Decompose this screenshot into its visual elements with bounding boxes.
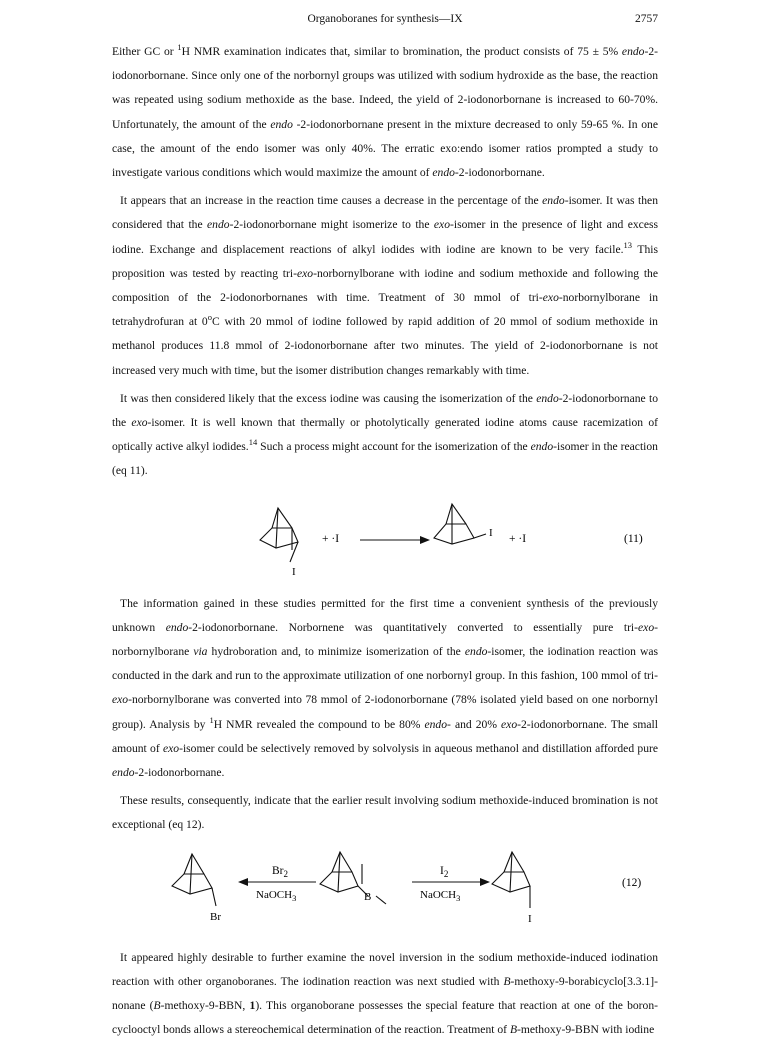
exo-iodonorbornane-structure <box>434 504 486 544</box>
italic-term: B <box>503 974 511 988</box>
superscript: 1 <box>177 42 182 52</box>
reagent-br2: $Br_2$ <box>272 864 288 879</box>
italic-term: endo <box>112 766 135 780</box>
text-run: -isomer, the iodination reaction was conducted in the dark and run to the approximate utilization of one norbornyl group. In this fashion, 100 mmol of tri- <box>112 645 658 683</box>
equation-11 <box>112 490 658 586</box>
boron-atom: B <box>364 890 372 903</box>
text-run: -norbornylborane with iodine and sodium methoxide and following the composition of the 2-iodonorbornanes with time. Treatment of 30 mmol of tri- <box>112 266 658 305</box>
italic-term: B <box>509 1023 518 1037</box>
norbornylborane-structure <box>320 852 386 904</box>
reference-14: 14 <box>248 437 258 448</box>
text-run: Such a process might account for the isomerization of the <box>257 440 531 454</box>
text-run: -norbornylborane was converted into 78 mmol of 2-iodonorbornane (78% isolated yield based on one norbornyl group). Analysis by <box>112 693 658 731</box>
text-run: It was then considered likely that the excess iodine was causing the isomerization of the <box>120 391 537 405</box>
superscript: 1 <box>209 714 214 725</box>
text-run: -isomer. It is well known that thermally or photolytically generated iodine atoms cause racemization of optically active alkyl iodides. <box>112 416 658 454</box>
italic-term: endo <box>621 45 645 58</box>
paragraph-1 <box>112 40 658 185</box>
text-run: ). This organoborane possesses the special feature that reaction at one of the boron-cyclooctyl bonds allows a stereochemical determination of the reaction. Treatment of <box>112 999 658 1037</box>
italic-term: exo <box>162 741 180 755</box>
iodo-substituent: I <box>528 912 532 925</box>
italic-term: endo <box>424 717 448 731</box>
italic-term: exo <box>131 416 148 430</box>
italic-term: exo <box>542 291 559 305</box>
text-run: -2-iodonorbornane. The small amount of <box>112 717 658 755</box>
page-number: 2757 <box>635 13 658 25</box>
degree-sign: o <box>207 312 212 323</box>
paragraph-4 <box>112 592 658 786</box>
italic-term: endo <box>530 440 554 454</box>
italic-term: endo <box>464 645 488 659</box>
text-run: -2-iodonorbornane might isomerize to the <box>229 218 434 232</box>
text-run: hydroboration and, to minimize isomerization of the <box>207 645 465 659</box>
equation-number-12: (12) <box>622 876 642 889</box>
italic-term: endo <box>432 166 455 180</box>
bromo-substituent: Br <box>210 910 221 923</box>
iodonorbornane-structure <box>492 852 530 908</box>
paragraph-3 <box>112 387 658 484</box>
equation-12 <box>112 844 658 940</box>
equation-12-scheme <box>112 844 658 940</box>
paragraph-2 <box>112 189 658 383</box>
text-run: -2-iodonorbornane to the <box>112 391 658 430</box>
italic-term: exo <box>433 218 450 232</box>
italic-term: endo <box>207 218 230 232</box>
italic-term: endo <box>270 117 293 131</box>
text-run: -methoxy-9-BBN, <box>160 999 250 1013</box>
italic-term: endo <box>536 391 559 405</box>
text-run: - and 20% <box>447 717 502 731</box>
text-run: -isomer in the reaction (eq 11). <box>112 440 658 478</box>
iodine-radical-right: + ·I <box>509 532 527 545</box>
endo-iodonorbornane-structure <box>260 508 298 562</box>
compound-number: 1 <box>249 999 256 1013</box>
text-run: -2-iodonorbornane present in the mixture decreased to only 59-65 %. In one case, the amount of the endo isomer was only 40%. The erratic exo:endo isomer ratios prompted a study to investigate various conditions which would maximize the amount of <box>112 117 658 180</box>
italic-term: B <box>153 999 161 1013</box>
italic-term: via <box>193 645 208 659</box>
paragraph-6 <box>112 946 658 1043</box>
text-run: -norbornylborane <box>112 620 658 659</box>
text-run: -isomer could be selectively removed by solvolysis in aqueous methanol and distillation afforded pure <box>179 741 658 755</box>
text-run: It appears that an increase in the reaction time causes a decrease in the percentage of the <box>120 194 543 208</box>
reagent-naoch3-right: NaOCH$_3$ <box>420 888 461 903</box>
left-arrow-head-icon <box>238 878 248 886</box>
right-arrow-head-icon <box>480 878 490 886</box>
iodo-substituent-right: I <box>489 526 493 539</box>
iodine-radical-left: + ·I <box>322 532 340 545</box>
text-run: -isomer in the presence of light and excess iodine. Exchange and displacement reactions of alkyl iodides with iodine are known to be very facile. <box>112 218 658 256</box>
italic-term: endo <box>542 194 565 208</box>
body-text <box>112 40 658 1043</box>
reagent-naoch3-left: NaOCH$_3$ <box>256 888 297 903</box>
bromonorbornane-structure <box>172 854 216 906</box>
italic-term: exo <box>296 266 314 280</box>
equation-number-11: (11) <box>624 532 643 545</box>
text-run: -methoxy-9-BBN with iodine <box>517 1023 655 1037</box>
text-run: C with 20 mmol of iodine followed by rapid addition of 20 mmol of sodium methoxide in methanol produces 11.8 mmol of 2-iodonorbornane after two minutes. The yield of 2-iodonorbornane is not increased very much with time, but the isomer distribution changes remarkably with time. <box>112 315 658 377</box>
text-run: -2-iodonorbornane. <box>454 166 545 180</box>
text-run: -norbornylborane in tetrahydrofuran at 0 <box>112 291 659 329</box>
text-run: -2-iodonorbornane. Norbornene was quantitatively converted to essentially pure tri- <box>188 620 639 634</box>
text-run: H NMR revealed the compound to be 80% <box>213 717 425 731</box>
reference-13: 13 <box>623 239 633 250</box>
text-run: Either GC or <box>112 45 178 58</box>
italic-term: exo <box>501 717 518 731</box>
text-run: -2-iodonorbornane. Since only one of the norbornyl groups was utilized with sodium hydroxide as the base, the reaction was repeated using sodium methoxide as the base. Indeed, the yield of 2-iodonorbornane is increased to 60-70%. Unfortunately, the amount of the <box>112 45 658 131</box>
italic-term: exo <box>638 620 655 634</box>
text-run: H NMR examination indicates that, similar to bromination, the product consists of 75 ± 5% <box>181 45 622 58</box>
text-run: The information gained in these studies permitted for the first time a convenient synthesis of the previously unknown <box>112 596 658 634</box>
running-title: Organoboranes for synthesis—IX <box>307 13 463 25</box>
text-run: -methoxy-9-borabicyclo[3.3.1]-nonane ( <box>112 974 658 1013</box>
text-run: It appeared highly desirable to further examine the novel inversion in the sodium methoxide-induced iodination reaction with other organoboranes. The iodination reaction was next studied with <box>112 950 658 988</box>
text-run: -isomer. It was then considered that the <box>112 194 658 232</box>
iodo-substituent-left: I <box>292 565 296 578</box>
equation-11-scheme <box>112 490 658 586</box>
arrow-head-icon <box>420 536 430 544</box>
reagent-i2: $I_2$ <box>440 864 449 879</box>
italic-term: exo <box>112 693 129 707</box>
text-run: -2-iodonorbornane. <box>134 766 225 780</box>
paragraph-5: These results, consequently, indicate that the earlier result involving sodium methoxide-induced bromination is not exceptional (eq 12). <box>112 794 658 832</box>
italic-term: endo <box>165 620 189 634</box>
text-run: This proposition was tested by reacting tri- <box>112 242 658 280</box>
